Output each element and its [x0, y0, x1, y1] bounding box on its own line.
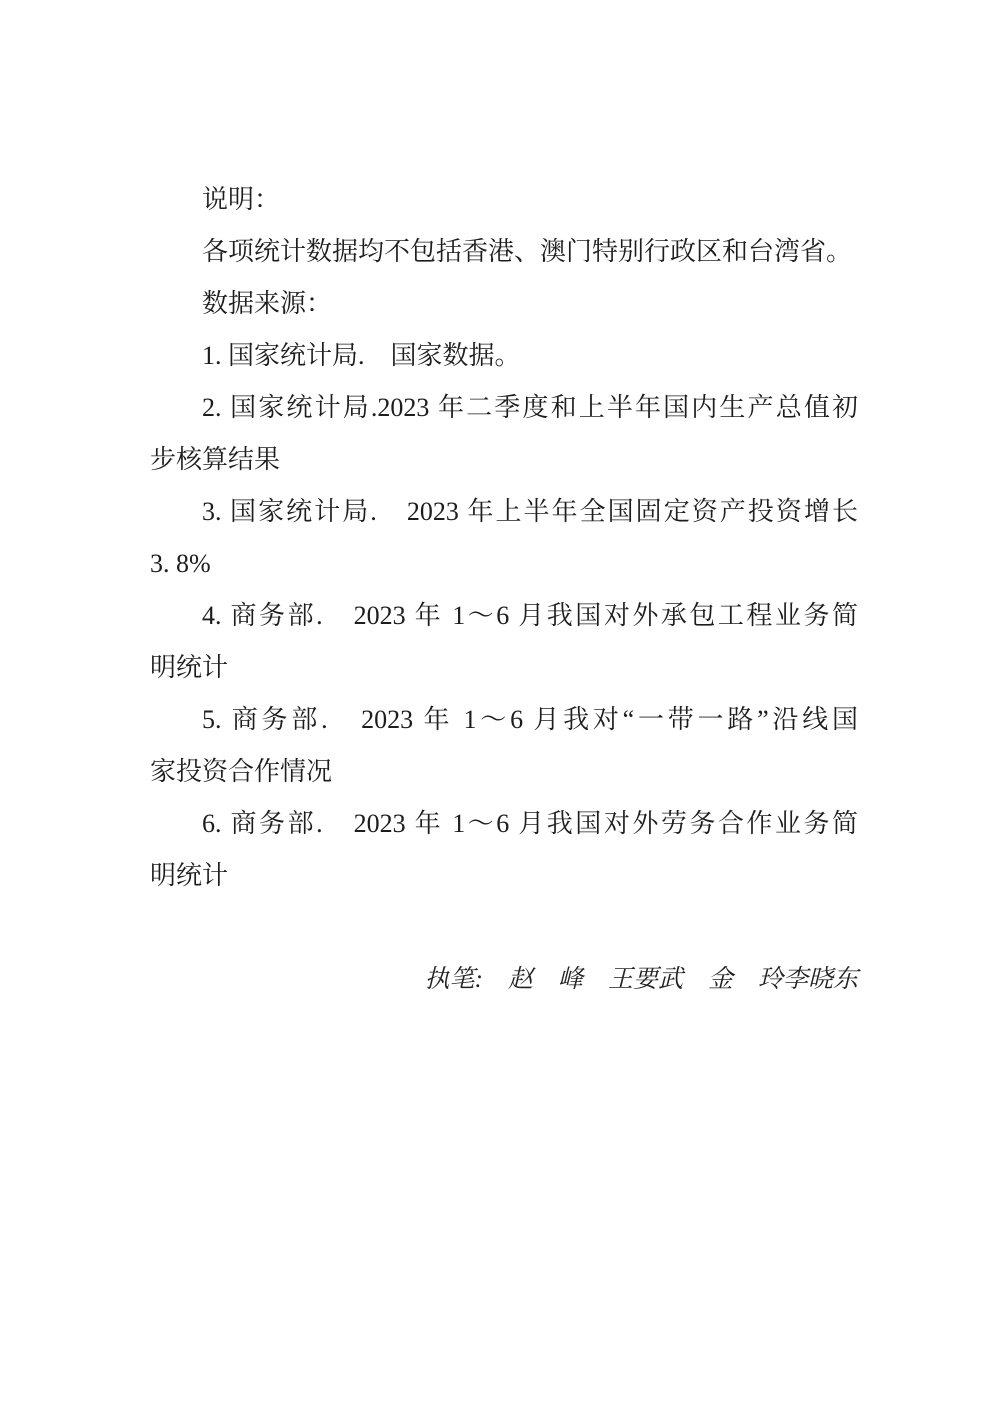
- source-6-line1: 6. 商务部. 2023 年 1～6 月我国对外劳务合作业务简: [202, 809, 858, 838]
- source-3-line2: 3. 8%: [150, 549, 211, 578]
- source-1: 1. 国家统计局. 国家数据。: [202, 341, 521, 370]
- document-page: [150, 174, 858, 1006]
- source-4-line2: 明统计: [150, 653, 229, 682]
- source-2-line1: 2. 国家统计局.2023 年二季度和上半年国内生产总值初: [202, 393, 858, 422]
- source-4-line1: 4. 商务部. 2023 年 1～6 月我国对外承包工程业务简: [202, 601, 858, 630]
- note-text: 各项统计数据均不包括香港、澳门特别行政区和台湾省。: [202, 237, 853, 266]
- source-5-line2: 家投资合作情况: [150, 757, 333, 786]
- source-6-line2: 明统计: [150, 861, 229, 890]
- source-5-line1: 5. 商务部. 2023 年 1～6 月我对“一带一路”沿线国: [202, 705, 858, 734]
- blank-line: [150, 902, 858, 954]
- data-sources-label: 数据来源：: [202, 289, 333, 318]
- source-2-line2: 步核算结果: [150, 445, 281, 474]
- source-3-line1: 3. 国家统计局. 2023 年上半年全国固定资产投资增长: [202, 497, 858, 526]
- authors-line: 执笔: 赵 峰 王要武 金 玲李晓东: [424, 966, 858, 993]
- note-label: 说明：: [202, 185, 281, 214]
